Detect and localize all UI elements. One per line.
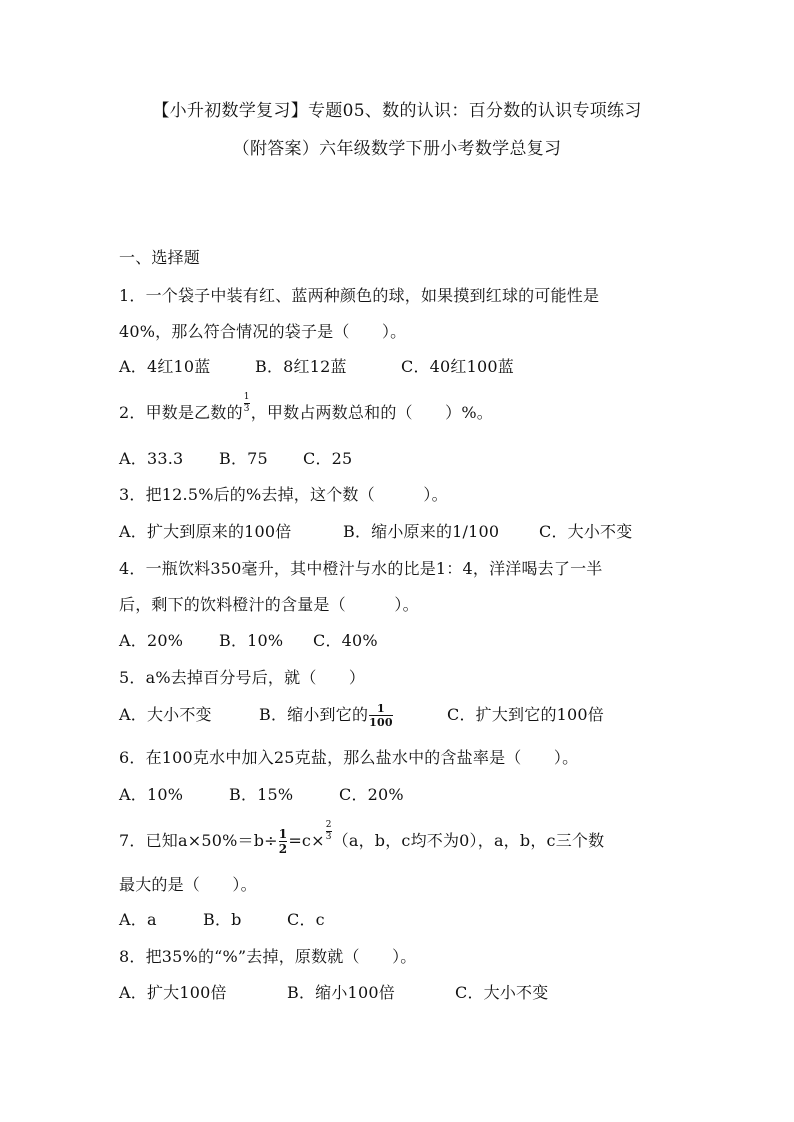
- option-b: B．缩小原来的1/100: [343, 522, 500, 541]
- option-b: B．8红12蓝: [255, 357, 347, 376]
- question-7-text: [119, 820, 605, 856]
- question-5-options: [119, 702, 604, 728]
- question-7-text-cont: 最大的是（ ）。: [119, 875, 257, 894]
- option-b: B．15%: [229, 785, 294, 804]
- question-5-text: 5．a%去掉百分号后，就（ ）: [119, 668, 366, 687]
- question-2-options: [119, 446, 352, 469]
- question-2-text-pre: 2．甲数是乙数的: [119, 403, 243, 422]
- document-title-line-1: 【小升初数学复习】专题05、数的认识：百分数的认识专项练习: [152, 101, 642, 121]
- question-6-text: 6．在100克水中加入25克盐，那么盐水中的含盐率是（ ）。: [119, 748, 579, 767]
- option-c: C．40%: [313, 631, 378, 650]
- question-1-text: 1．一个袋子中装有红、蓝两种颜色的球，如果摸到红球的可能性是: [119, 286, 600, 305]
- question-3-text: 3．把12.5%后的%去掉，这个数（ ）。: [119, 485, 448, 504]
- option-a: A．10%: [119, 785, 184, 804]
- fraction-two-thirds: $\frac{2}{3}$: [325, 820, 332, 842]
- option-a: A．20%: [119, 631, 184, 650]
- option-c: C．扩大到它的100倍: [447, 705, 604, 724]
- question-2-text-post: ，甲数占两数总和的（ ）%。: [250, 403, 493, 422]
- question-3-options: [119, 519, 632, 542]
- option-a: A．a: [119, 910, 157, 929]
- option-b-text: B．缩小到它的: [259, 705, 369, 724]
- question-8-text: 8．把35%的“%”去掉，原数就（ ）。: [119, 947, 417, 966]
- document-title-line-2: （附答案）六年级数学下册小考数学总复习: [232, 139, 562, 159]
- question-6-options: [119, 782, 404, 805]
- option-b: B．b: [203, 910, 242, 929]
- option-b: B．75: [219, 449, 268, 468]
- fraction-one-half: $\frac{1}{2}$: [278, 827, 288, 856]
- option-c: C．20%: [339, 785, 404, 804]
- question-4-options: [119, 628, 378, 651]
- option-c: C．40红100蓝: [401, 357, 514, 376]
- option-b: B．缩小100倍: [287, 983, 395, 1002]
- question-8-options: [119, 980, 548, 1003]
- option-c: C．c: [287, 910, 325, 929]
- question-2-text: [119, 392, 493, 424]
- option-b: [259, 702, 447, 728]
- question-4-text: 4．一瓶饮料350毫升，其中橙汁与水的比是1：4，洋洋喝去了一半: [119, 559, 603, 578]
- option-b: B．10%: [219, 631, 284, 650]
- option-a: A．4红10蓝: [119, 357, 211, 376]
- question-1-text-cont: 40%，那么符合情况的袋子是（ ）。: [119, 322, 407, 341]
- question-7-text-mid: =c×: [288, 831, 325, 850]
- fraction-one-hundredth: $\frac{1}{100}$: [369, 702, 393, 729]
- option-c: C．25: [303, 449, 353, 468]
- question-4-text-cont: 后，剩下的饮料橙汁的含量是（ ）。: [119, 595, 419, 614]
- option-a: A．扩大到原来的100倍: [119, 522, 292, 541]
- option-a: A．33.3: [119, 449, 184, 468]
- question-7-text-pre: 7．已知a×50%＝b÷: [119, 831, 278, 850]
- section-heading: 一、选择题: [119, 248, 201, 267]
- question-7-options: [119, 907, 325, 930]
- question-1-options: [119, 354, 514, 377]
- option-c: C．大小不变: [455, 983, 549, 1002]
- fraction-one-third: $\frac{1}{3}$: [243, 392, 250, 414]
- option-a: A．大小不变: [119, 705, 212, 724]
- option-a: A．扩大100倍: [119, 983, 227, 1002]
- option-c: C．大小不变: [539, 522, 633, 541]
- question-7-text-post: （a，b，c均不为0），a，b，c三个数: [332, 831, 605, 850]
